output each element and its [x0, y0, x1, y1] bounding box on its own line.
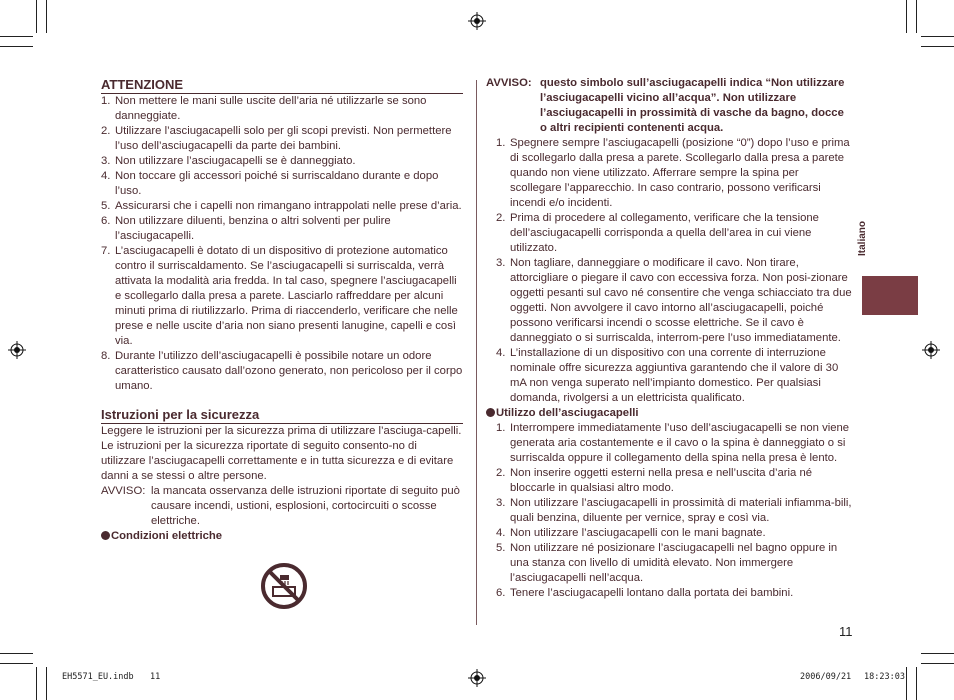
bullet-dot-icon [101, 531, 110, 540]
page-number: 11 [839, 624, 853, 639]
heading-safety-instructions: Istruzioni per la sicurezza [101, 407, 463, 424]
item-number: 6. [101, 215, 111, 227]
item-text: Durante l’utilizzo dell’asciugacapelli è possibile notare un odore caratteristico causato dall’ozono generato, non pericoloso per il corpo umano. [115, 350, 463, 392]
electrical-list [496, 136, 852, 406]
list-item [101, 244, 463, 349]
item-number: 3. [101, 155, 111, 167]
item-text: L’asciugacapelli è dotato di un dispositivo di protezione automatico contro il surriscaldamento. Se l’asciugacapelli si surriscalda, verrà attivata la modalità aria fredda. In tal caso, spegnere l’asciugacapelli e scollegarlo dalla presa a parete. Lasciarlo raffreddare per alcuni minuti prima di riutilizzarlo. Prima di riaccenderlo, verificare che nelle prese e nelle uscite d’aria non siano presenti lanugine, capelli e così via. [115, 245, 458, 347]
list-item [101, 124, 463, 154]
footer-file: EH5571_EU.indb [62, 672, 134, 682]
item-text: L’installazione di un dispositivo con una corrente di interruzione nominale offre sicurezza aggiuntiva garantendo che il valore di 30 mA non venga superato nell’impianto domestico. Per qualsiasi domanda, rivolgersi a un elettricista qualificato. [510, 347, 839, 404]
item-number: 8. [101, 350, 111, 362]
item-number: 2. [496, 467, 506, 479]
item-number: 1. [496, 422, 506, 434]
item-text: Prima di procedere al collegamento, verificare che la tensione dell’asciugacapelli corrisponda a quella dell’area in cui viene utilizzato. [510, 212, 819, 254]
list-item [101, 169, 463, 199]
avviso-label: AVVISO: [101, 485, 146, 497]
avviso-block [101, 484, 463, 529]
item-text: Non toccare gli accessori poiché si surriscaldano durante e dopo l’uso. [115, 170, 439, 197]
item-text: Tenere l’asciugacapelli lontano dalla portata dei bambini. [510, 587, 794, 599]
no-water-bath-icon [260, 562, 308, 610]
item-number: 2. [496, 212, 506, 224]
list-item [496, 541, 852, 586]
registration-mark-icon [468, 12, 486, 30]
usage-list [496, 421, 852, 601]
item-text: Spegnere sempre l’asciugacapelli (posizione “0”) dopo l’uso e prima di scollegarlo dalla presa a parete. Scollegarlo dalla presa a parete quando non viene utilizzato. Afferrare sempre la spina per scollegare l’apparecchio. In caso contrario, possono verificarsi incendi e/o incidenti. [510, 137, 850, 209]
item-text: Utilizzare l’asciugacapelli solo per gli scopi previsti. Non permettere l’uso dell’asciugacapelli da parte dei bambini. [115, 125, 452, 152]
item-text: Non inserire oggetti esterni nella presa e nell’uscita d’aria né bloccarle in qualsiasi altro modo. [510, 467, 813, 494]
item-number: 4. [496, 527, 506, 539]
item-number: 5. [496, 542, 506, 554]
registration-mark-icon [922, 341, 940, 359]
list-item [496, 346, 852, 406]
item-number: 3. [496, 257, 506, 269]
item-text: Non utilizzare diluenti, benzina o altri solventi per pulire l’asciugacapelli. [115, 215, 391, 242]
list-item [101, 214, 463, 244]
item-text: Non utilizzare l’asciugacapelli con le mani bagnate. [510, 527, 766, 539]
item-text: Non utilizzare l’asciugacapelli in prossimità di materiali infiamma-bili, quali benzina, diluente per vernice, spray e così via. [510, 497, 852, 524]
item-number: 3. [496, 497, 506, 509]
bullet-usage: Utilizzo dell’asciugacapelli [486, 406, 852, 421]
list-item [496, 496, 852, 526]
list-item [496, 421, 852, 466]
item-number: 4. [496, 347, 506, 359]
warning-list [101, 94, 463, 394]
list-item [496, 526, 852, 541]
avviso-text: la mancata osservanza delle istruzioni riportate di seguito può causare incendi, ustioni, esplosioni, cortocircuiti o scosse elettriche. [151, 485, 460, 527]
item-text: Non tagliare, danneggiare o modificare il cavo. Non tirare, attorcigliare o piegare il cavo con eccessiva forza. Non posi-zionare oggetti pesanti sul cavo né consentire che venga schiacciato tra due oggetti. Non avvolgere il cavo intorno all’asciugacapelli, poiché possono verificarsi incendi o scosse elettriche. Se il cavo è danneggiato o si surriscalda, interrom-pere l’uso immediatamente. [510, 257, 852, 344]
heading-attenzione: ATTENZIONE [101, 77, 463, 94]
avviso-label: AVVISO: [486, 77, 532, 89]
item-text: Non utilizzare l’asciugacapelli se è danneggiato. [115, 155, 356, 167]
avviso-symbol-block [486, 76, 852, 136]
list-item [101, 199, 463, 214]
list-item [496, 466, 852, 496]
item-text: Interrompere immediatamente l’uso dell’asciugacapelli se non viene generata aria costantemente e il cavo o la spina è danneggiato o si surriscalda oppure il collegamento della spina nella presa è lento. [510, 422, 850, 464]
language-tab [862, 276, 918, 315]
item-number: 2. [101, 125, 111, 137]
item-number: 7. [101, 245, 111, 257]
registration-mark-icon [8, 341, 26, 359]
list-item [496, 211, 852, 256]
item-number: 6. [496, 587, 506, 599]
list-item [496, 136, 852, 211]
list-item [101, 154, 463, 169]
list-item [496, 586, 852, 601]
registration-mark-icon [468, 669, 486, 687]
list-item [101, 349, 463, 394]
left-column [101, 77, 463, 544]
item-text: Non mettere le mani sulle uscite dell’aria né utilizzarle se sono danneggiate. [115, 95, 427, 122]
avviso-symbol-text: questo simbolo sull’asciugacapelli indica “Non utilizzare l’asciugacapelli vicino all’acqua”. Non utilizzare l’asciugacapelli in prossimità di vasche da bagno, docce o altri recipienti contenenti acqua. [540, 77, 845, 134]
item-number: 4. [101, 170, 111, 182]
list-item [101, 94, 463, 124]
bullet-dot-icon [486, 408, 495, 417]
item-text: Non utilizzare né posizionare l’asciugacapelli nel bagno oppure in una stanza con livello di umidità elevato. Non immergere l’asciugacapelli nell’acqua. [510, 542, 838, 584]
item-text: Assicurarsi che i capelli non rimangano intrappolati nelle prese d’aria. [115, 200, 462, 212]
language-tab-label: Italiano [857, 220, 868, 256]
column-divider [476, 80, 477, 625]
item-number: 5. [101, 200, 111, 212]
footer-time: 18:23:03 [864, 672, 905, 682]
item-number: 1. [496, 137, 506, 149]
list-item [496, 256, 852, 346]
footer-page: 11 [150, 672, 161, 682]
footer-date: 2006/09/21 [800, 672, 852, 682]
right-column [486, 76, 852, 601]
intro-paragraph: Leggere le istruzioni per la sicurezza prima di utilizzare l’asciuga-capelli. Le istruzioni per la sicurezza riportate di seguito consento-no di utilizzare l’asciugacapelli correttamente e in tutta sicurezza e di evitare danni a se stessi o altre persone. [101, 425, 462, 482]
bullet-electrical: Condizioni elettriche [101, 529, 463, 544]
item-number: 1. [101, 95, 111, 107]
